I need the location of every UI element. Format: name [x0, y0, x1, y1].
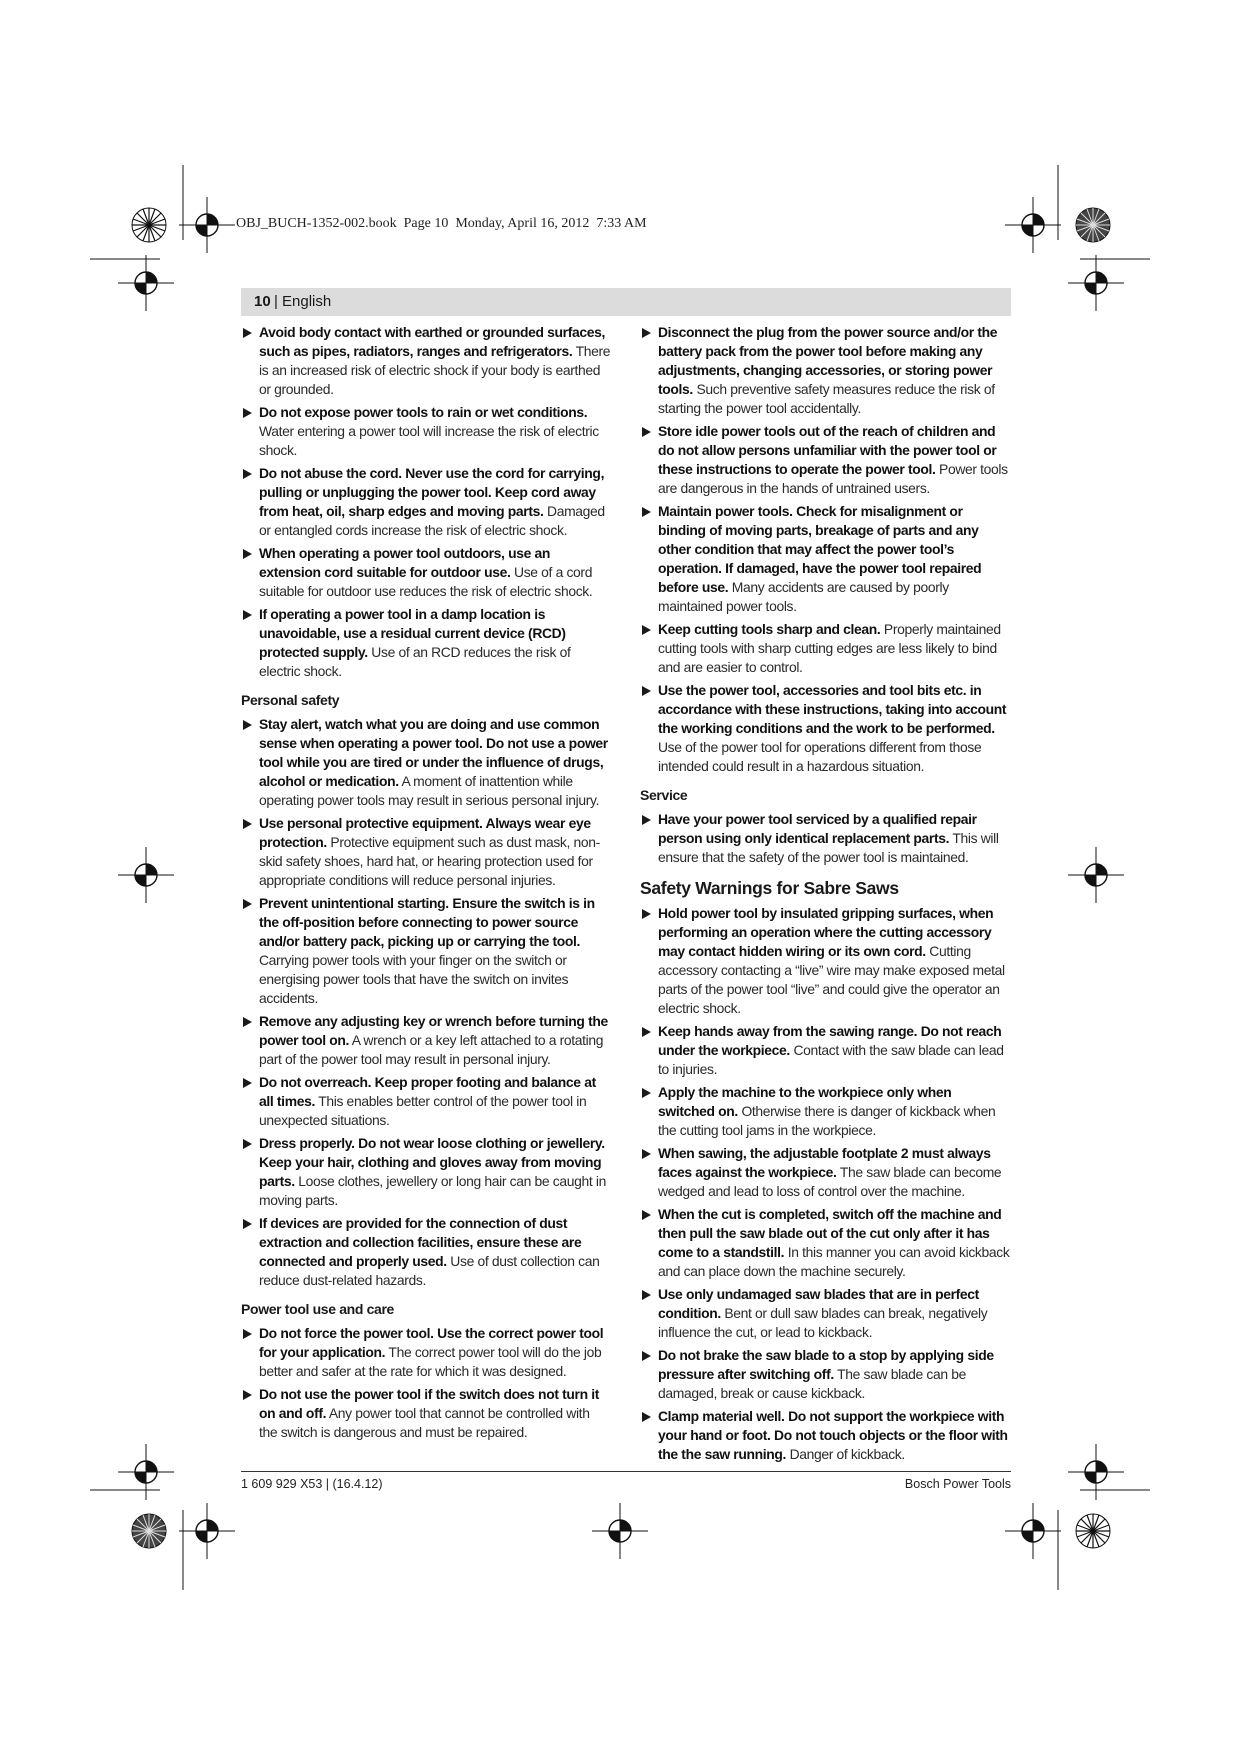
- bullet-arrow-icon: [243, 1329, 252, 1339]
- safety-instruction: Do not use the power tool if the switch does not turn it on and off.: [259, 1386, 600, 1421]
- safety-item: [241, 1214, 611, 1290]
- safety-instruction: When the cut is completed, switch off the machine and then pull the saw blade out of the cut only after it has come to a standstill.: [658, 1206, 1002, 1260]
- safety-explanation: Danger of kickback.: [786, 1446, 905, 1462]
- footer-part-number: 1 609 929 X53 | (16.4.12): [241, 1477, 383, 1491]
- safety-explanation: Power tools are dangerous in the hands of untrained users.: [658, 461, 1008, 496]
- safety-explanation: Otherwise there is danger of kickback when the cutting tool jams in the workpiece.: [658, 1103, 996, 1138]
- subsection-heading: Personal safety: [241, 692, 340, 708]
- safety-item: [241, 1012, 611, 1069]
- bullet-arrow-icon: [243, 549, 252, 559]
- bullet-arrow-icon: [243, 469, 252, 479]
- safety-explanation: Water entering a power tool will increase the risk of electric shock.: [259, 423, 599, 458]
- safety-item: [640, 1022, 1010, 1079]
- subsection-heading: Power tool use and care: [241, 1301, 394, 1317]
- bullet-arrow-icon: [642, 1149, 651, 1159]
- safety-instruction: Prevent unintentional starting. Ensure the switch is in the off-position before connecting to power source and/or battery pack, picking up or carrying the tool.: [259, 895, 595, 949]
- safety-instruction: Do not expose power tools to rain or wet conditions.: [259, 404, 588, 420]
- footer-rule: [241, 1471, 1011, 1472]
- safety-instruction: Store idle power tools out of the reach of children and do not allow persons unfamiliar with the power tool or these instructions to operate the power tool.: [658, 423, 997, 477]
- safety-instruction: Do not force the power tool. Use the correct power tool for your application.: [259, 1325, 604, 1360]
- safety-explanation: This will ensure that the safety of the power tool is maintained.: [658, 830, 999, 865]
- safety-instruction: Do not brake the saw blade to a stop by applying side pressure after switching off.: [658, 1347, 994, 1382]
- bullet-arrow-icon: [642, 909, 651, 919]
- right-column: [640, 323, 1010, 1468]
- bullet-arrow-icon: [642, 1088, 651, 1098]
- bullet-arrow-icon: [243, 1078, 252, 1088]
- safety-instruction: If operating a power tool in a damp location is unavoidable, use a residual current device (RCD) protected supply.: [259, 606, 566, 660]
- safety-instruction: Have your power tool serviced by a qualified repair person using only identical replacement parts.: [658, 811, 977, 846]
- safety-item: [241, 1324, 611, 1381]
- safety-instruction: Maintain power tools. Check for misalignment or binding of moving parts, breakage of parts and any other condition that may affect the power tool’s operation. If damaged, have the power tool repaired before use.: [658, 503, 982, 595]
- safety-explanation: This enables better control of the power tool in unexpected situations.: [259, 1093, 587, 1128]
- bullet-arrow-icon: [642, 815, 651, 825]
- safety-instruction: Disconnect the plug from the power source and/or the battery pack from the power tool before making any adjustments, changing accessories, or storing power tools.: [658, 324, 998, 397]
- safety-explanation: Bent or dull saw blades can break, negatively influence the cut, or lead to kickback.: [658, 1305, 988, 1340]
- page-header-bar: [241, 288, 1011, 316]
- bullet-arrow-icon: [243, 408, 252, 418]
- safety-item: [640, 1285, 1010, 1342]
- bullet-arrow-icon: [243, 328, 252, 338]
- safety-item: [241, 1134, 611, 1210]
- book-file-info: OBJ_BUCH-1352-002.book Page 10 Monday, April 16, 2012 7:33 AM: [236, 216, 647, 231]
- safety-instruction: Dress properly. Do not wear loose clothing or jewellery. Keep your hair, clothing and gloves away from moving parts.: [259, 1135, 605, 1189]
- bullet-arrow-icon: [642, 686, 651, 696]
- subsection-heading: Service: [640, 787, 688, 803]
- bullet-arrow-icon: [243, 1219, 252, 1229]
- safety-item: [640, 810, 1010, 867]
- safety-instruction: Keep hands away from the sawing range. Do not reach under the workpiece.: [658, 1023, 1002, 1058]
- safety-explanation: A wrench or a key left attached to a rotating part of the power tool may result in personal injury.: [259, 1032, 604, 1067]
- bullet-arrow-icon: [243, 899, 252, 909]
- safety-item: [640, 620, 1010, 677]
- safety-item: [241, 605, 611, 681]
- safety-item: [241, 814, 611, 890]
- bullet-arrow-icon: [243, 610, 252, 620]
- safety-explanation: Damaged or entangled cords increase the risk of electric shock.: [259, 503, 605, 538]
- safety-instruction: Apply the machine to the workpiece only when switched on.: [658, 1084, 952, 1119]
- safety-item: [241, 1073, 611, 1130]
- safety-item: [640, 681, 1010, 776]
- safety-instruction: Use the power tool, accessories and tool bits etc. in accordance with these instructions, taking into account the working conditions and the work to be performed.: [658, 682, 1007, 736]
- safety-item: [640, 1144, 1010, 1201]
- section-heading: Safety Warnings for Sabre Saws: [640, 878, 899, 898]
- safety-explanation: Protective equipment such as dust mask, non-skid safety shoes, hard hat, or hearing protection used for appropriate conditions will reduce personal injuries.: [259, 834, 600, 888]
- safety-instruction: Use personal protective equipment. Always wear eye protection.: [259, 815, 591, 850]
- page-language: English: [282, 293, 332, 310]
- bullet-arrow-icon: [642, 1210, 651, 1220]
- safety-item: [640, 1083, 1010, 1140]
- safety-explanation: The saw blade can be damaged, break or cause kickback.: [658, 1366, 967, 1401]
- header-separator: |: [274, 293, 278, 310]
- safety-explanation: Carrying power tools with your finger on the switch or energising power tools that have the switch on invites accidents.: [259, 952, 569, 1006]
- safety-explanation: Loose clothes, jewellery or long hair can be caught in moving parts.: [259, 1173, 606, 1208]
- safety-item: [640, 1205, 1010, 1281]
- safety-explanation: The correct power tool will do the job better and safer at the rate for which it was designed.: [259, 1344, 602, 1379]
- bullet-arrow-icon: [243, 1017, 252, 1027]
- safety-instruction: When sawing, the adjustable footplate 2 must always faces against the workpiece.: [658, 1145, 991, 1180]
- safety-item: [640, 1346, 1010, 1403]
- bullet-arrow-icon: [642, 1351, 651, 1361]
- safety-explanation: Use of a cord suitable for outdoor use reduces the risk of electric shock.: [259, 564, 593, 599]
- bullet-arrow-icon: [642, 1412, 651, 1422]
- safety-instruction: Hold power tool by insulated gripping surfaces, when performing an operation where the cutting accessory may contact hidden wiring or its own cord.: [658, 905, 994, 959]
- safety-item: [640, 1407, 1010, 1464]
- safety-explanation: Many accidents are caused by poorly maintained power tools.: [658, 579, 949, 614]
- safety-explanation: Properly maintained cutting tools with sharp cutting edges are less likely to bind and are easier to control.: [658, 621, 1001, 675]
- bullet-arrow-icon: [642, 427, 651, 437]
- safety-instruction: Do not overreach. Keep proper footing and balance at all times.: [259, 1074, 596, 1109]
- safety-instruction: Keep cutting tools sharp and clean.: [658, 621, 881, 637]
- footer-brand: Bosch Power Tools: [904, 1477, 1011, 1491]
- safety-item: [640, 502, 1010, 616]
- safety-explanation: Contact with the saw blade can lead to injuries.: [658, 1042, 1004, 1077]
- safety-explanation: Use of the power tool for operations different from those intended could result in a hazardous situation.: [658, 739, 982, 774]
- safety-item: [241, 323, 611, 399]
- left-column: [241, 323, 611, 1446]
- safety-item: [640, 323, 1010, 418]
- safety-instruction: Stay alert, watch what you are doing and use common sense when operating a power tool. Do not use a power tool while you are tired or under the influence of drugs, alcohol or medication.: [259, 716, 608, 789]
- safety-explanation: A moment of inattention while operating power tools may result in serious personal injury.: [259, 773, 600, 808]
- safety-explanation: Use of dust collection can reduce dust-related hazards.: [259, 1253, 600, 1288]
- bullet-arrow-icon: [642, 625, 651, 635]
- safety-explanation: Cutting accessory contacting a “live” wire may make exposed metal parts of the power tool “live” and could give the operator an electric shock.: [658, 943, 1005, 1016]
- safety-item: [640, 904, 1010, 1018]
- safety-instruction: When operating a power tool outdoors, use an extension cord suitable for outdoor use.: [259, 545, 550, 580]
- safety-item: [241, 403, 611, 460]
- bullet-arrow-icon: [642, 1027, 651, 1037]
- safety-item: [241, 1385, 611, 1442]
- safety-explanation: In this manner you can avoid kickback and can place down the machine securely.: [658, 1244, 1010, 1279]
- safety-instruction: Clamp material well. Do not support the workpiece with your hand or foot. Do not touch objects or the floor with the the saw running.: [658, 1408, 1008, 1462]
- safety-item: [241, 715, 611, 810]
- safety-explanation: There is an increased risk of electric shock if your body is earthed or grounded.: [259, 343, 611, 397]
- safety-explanation: The saw blade can become wedged and lead to loss of control over the machine.: [658, 1164, 1002, 1199]
- safety-explanation: Any power tool that cannot be controlled with the switch is dangerous and must be repaired.: [259, 1405, 590, 1440]
- safety-item: [241, 464, 611, 540]
- bullet-arrow-icon: [642, 328, 651, 338]
- safety-instruction: Use only undamaged saw blades that are in perfect condition.: [658, 1286, 979, 1321]
- safety-instruction: Do not abuse the cord. Never use the cord for carrying, pulling or unplugging the power tool. Keep cord away from heat, oil, sharp edges and moving parts.: [259, 465, 605, 519]
- bullet-arrow-icon: [642, 1290, 651, 1300]
- safety-item: [241, 894, 611, 1008]
- safety-instruction: Remove any adjusting key or wrench before turning the power tool on.: [259, 1013, 608, 1048]
- bullet-arrow-icon: [243, 1139, 252, 1149]
- bullet-arrow-icon: [243, 1390, 252, 1400]
- page-number: 10: [254, 293, 271, 310]
- safety-instruction: Avoid body contact with earthed or grounded surfaces, such as pipes, radiators, ranges and refrigerators.: [259, 324, 605, 359]
- safety-explanation: Use of an RCD reduces the risk of electric shock.: [259, 644, 571, 679]
- bullet-arrow-icon: [243, 720, 252, 730]
- bullet-arrow-icon: [642, 507, 651, 517]
- safety-instruction: If devices are provided for the connection of dust extraction and collection facilities, ensure these are connected and properly used.: [259, 1215, 582, 1269]
- safety-item: [241, 544, 611, 601]
- bullet-arrow-icon: [243, 819, 252, 829]
- safety-explanation: Such preventive safety measures reduce the risk of starting the power tool accidentally.: [658, 381, 995, 416]
- safety-item: [640, 422, 1010, 498]
